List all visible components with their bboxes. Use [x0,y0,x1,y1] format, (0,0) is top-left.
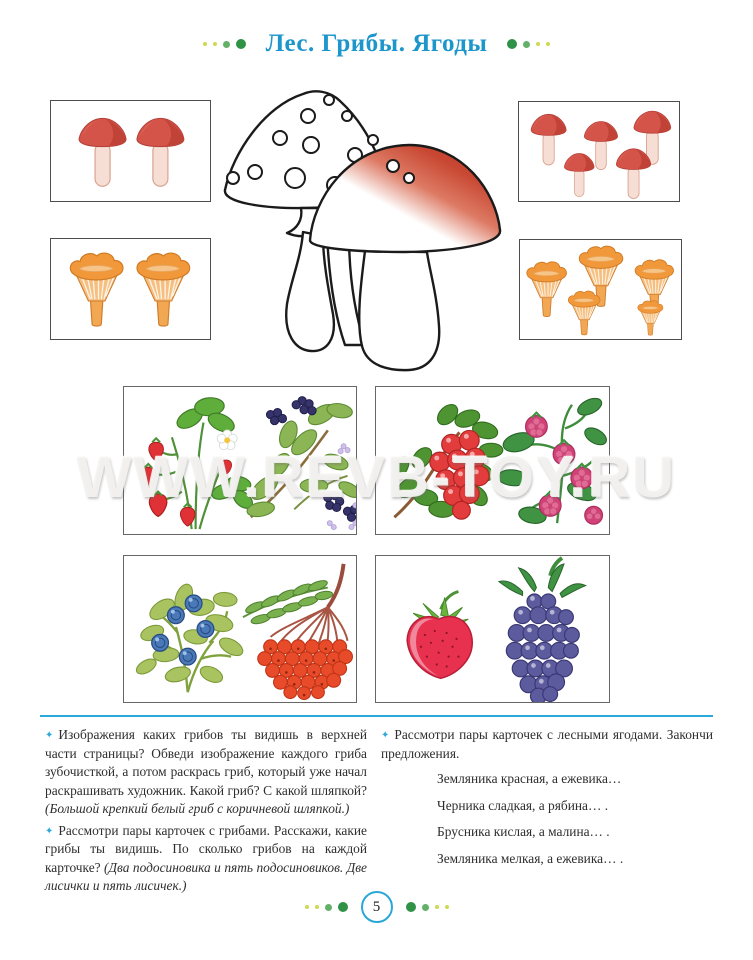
task-paragraph-3 [381,726,713,763]
sentence-item: Земляника красная, а ежевика… [437,771,622,786]
sentence-list [437,770,713,868]
task-paragraph-1 [45,726,367,819]
page-footer [0,891,753,923]
single-strawberry [407,592,472,679]
sentence-item: Земляника мелкая, а ежевика… . [437,850,624,866]
wild-strawberries [140,438,231,526]
bullet-icon: ✦ [45,730,54,741]
page-number: 5 [361,891,393,923]
card-blueberry-and-rowan [123,555,357,703]
single-blackberry [499,558,586,702]
task-paragraph-2 [45,822,367,896]
card-strawberry-and-blackberry [375,555,610,703]
bullet-icon: ✦ [45,825,54,837]
task-2-text: Рассмотри пары карточек с грибами. Расскажи, какие грибы ты видишь. По сколько грибов на каждой карточке? [45,822,367,875]
lingonberry-raspberry-illustration [376,387,609,534]
watermark: WWW.REVB-TOY.RU [76,445,677,510]
strawberry-flower [217,430,237,450]
card-lingonberry-and-raspberry [375,386,610,535]
card-two-boletus [50,100,211,202]
page-title: Лес. Грибы. Ягоды [265,30,488,57]
five-boletus-illustration [519,102,679,201]
sentence-item: Брусника кислая, а малина… . [437,824,610,839]
sentence-item: Черника сладкая, а рябина… . [437,797,609,813]
task-3-text: Рассмотри пары карточек с лесными ягодами. Закончи предложения. [381,727,713,761]
task-2-answer: (Два подосиновика и пять подосиновиков. Две лисички и пять лисичек.) [45,859,367,893]
tasks-section [45,726,713,899]
page-header [0,30,753,58]
two-chanterelles-illustration [51,239,210,339]
tasks-left-column [45,726,367,899]
decorative-dots-right [507,39,550,49]
card-strawberry-and-blackberry-plants [123,386,357,535]
strawberry-blackberry-illustration [376,556,609,702]
five-chanterelles-illustration [520,240,681,339]
decorative-dots-left [203,39,246,49]
decorative-dots-right [406,902,449,912]
porcini-stem [359,251,439,370]
decorative-dots-left [305,902,348,912]
section-divider [40,715,713,717]
card-five-chanterelles [519,239,682,340]
tasks-right-column [381,726,713,899]
blueberry-rowan-illustration [124,556,356,702]
rowan-berries [258,640,353,700]
card-two-chanterelles [50,238,211,340]
card-five-boletus [518,101,680,202]
strawberry-blackberry-plants-illustration [124,387,356,534]
task-1-text: Изображения каких грибов ты видишь в верхней части страницы? Обведи изображение каждого гриба зубочисткой, а потом раскрась гриб, который уже начал раскрашивать художник. Какой гриб? С какой шляпкой? [45,727,367,798]
coloring-mushrooms-illustration [213,82,505,374]
bullet-icon: ✦ [381,730,390,741]
task-1-answer: (Большой крепкий белый гриб с коричневой шляпкой.) [45,801,350,816]
two-boletus-illustration [51,101,210,201]
